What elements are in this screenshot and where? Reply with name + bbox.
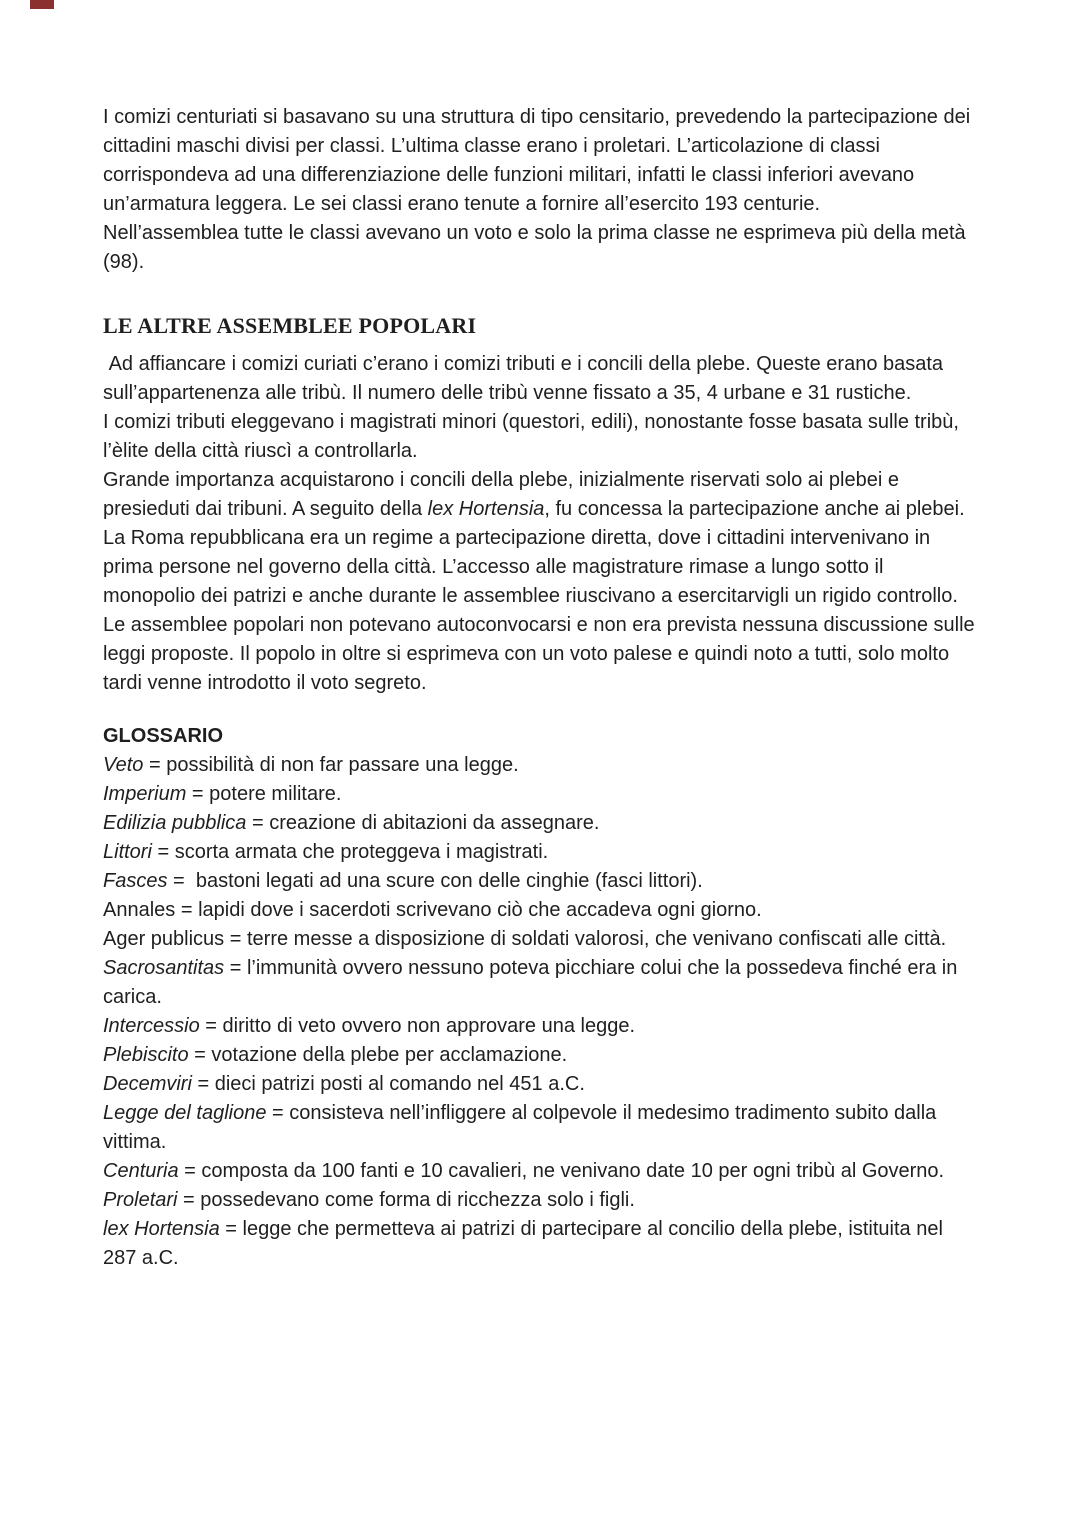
italic-term: Edilizia pubblica: [103, 812, 247, 834]
text-run: = dieci patrizi posti al comando nel 451 a.C.: [191, 1073, 585, 1095]
italic-term: Decemviri: [103, 1073, 192, 1095]
text-run: Le assemblee popolari non potevano autoconvocarsi e non era prevista nessuna discussione sulle leggi proposte. Il popolo in oltre si esprimeva con un voto palese e quindi noto a tutti, solo molto tardi venne introdotto il voto segreto.: [103, 614, 981, 694]
text-run: Nell’assemblea tutte le classi avevano un voto e solo la prima classe ne esprimeva più della metà (98).: [103, 222, 972, 273]
top-edge-artifact: [30, 0, 54, 9]
italic-term: Legge del taglione: [103, 1102, 267, 1124]
text-run: = l’immunità ovvero nessuno poteva picchiare colui che la possedeva finché era in carica.: [103, 957, 963, 1008]
text-run: = bastoni legati ad una scure con delle cinghie (fasci littori).: [167, 870, 703, 892]
italic-term: Imperium: [103, 783, 187, 805]
assemblee-popolari-limiti-paragraph: [103, 611, 981, 698]
assembly-vote-paragraph: [103, 219, 975, 277]
text-run: = votazione della plebe per acclamazione.: [188, 1044, 568, 1066]
glossary-entry-legge-del-taglione: [103, 1099, 975, 1157]
comizi-tributi-intro-paragraph: [103, 350, 975, 408]
glossary-entry-veto: [103, 751, 975, 780]
text-run: Grande importanza acquistarono i concili della plebe, inizialmente riservati solo ai plebei e presieduti dai tribuni. A seguito della: [103, 469, 905, 520]
italic-term: Veto: [103, 754, 144, 776]
text-run: , fu concessa la partecipazione anche ai plebei.: [544, 498, 965, 520]
text-run: Ager publicus = terre messe a disposizione di soldati valorosi, che venivano confiscati alle città.: [103, 928, 947, 950]
text-run: = diritto di veto ovvero non approvare una legge.: [199, 1015, 636, 1037]
glossary-entry-imperium: [103, 780, 975, 809]
spacer: [103, 340, 975, 350]
glossary-entry-ager-publicus: [103, 925, 975, 954]
glossary-entry-plebiscito: [103, 1041, 975, 1070]
glossary-entry-sacrosantitas: [103, 954, 975, 1012]
text-run: = scorta armata che proteggeva i magistrati.: [151, 841, 549, 863]
text-run: GLOSSARIO: [103, 725, 224, 747]
text-run: Annales = lapidi dove i sacerdoti scrivevano ciò che accadeva ogni giorno.: [103, 899, 762, 921]
italic-term: lex Hortensia: [427, 498, 545, 520]
section-heading-assemblee-popolari: [103, 311, 975, 340]
glossary-entry-edilizia-pubblica: [103, 809, 975, 838]
text-run: = possedevano come forma di ricchezza solo i figli.: [177, 1189, 635, 1211]
glossary-entry-intercessio: [103, 1012, 975, 1041]
italic-term: Intercessio: [103, 1015, 200, 1037]
italic-term: Fasces: [103, 870, 168, 892]
text-run: = legge che permetteva ai patrizi di partecipare al concilio della plebe, istituita nel 287 a.C.: [103, 1218, 949, 1269]
text-run: = consisteva nell’infliggere al colpevole il medesimo tradimento subito dalla vittima.: [103, 1102, 942, 1153]
italic-term: Plebiscito: [103, 1044, 189, 1066]
glossary-entry-fasces: [103, 867, 975, 896]
glossary-entry-decemviri: [103, 1070, 975, 1099]
italic-term: Centuria: [103, 1160, 179, 1182]
intro-paragraph: [103, 103, 975, 219]
roma-repubblicana-paragraph: [103, 524, 975, 611]
document-body: [103, 103, 981, 1273]
spacer: [103, 277, 975, 311]
concili-plebe-paragraph: [103, 466, 975, 524]
text-run: Ad affiancare i comizi curiati c’erano i comizi tributi e i concili della plebe. Queste erano basata sull’appartenenza alle tribù. Il numero delle tribù venne fissato a 35, 4 urbane e 31 rustiche.: [103, 353, 949, 404]
text-run: = composta da 100 fanti e 10 cavalieri, ne venivano date 10 per ogni tribù al Governo.: [178, 1160, 945, 1182]
italic-term: Sacrosantitas: [103, 957, 225, 979]
italic-term: Proletari: [103, 1189, 178, 1211]
glossary-entry-centuria: [103, 1157, 975, 1186]
italic-term: Littori: [103, 841, 152, 863]
glossary-heading: [103, 722, 975, 751]
italic-term: lex Hortensia: [103, 1218, 220, 1240]
text-run: I comizi tributi eleggevano i magistrati minori (questori, edili), nonostante fosse basata sulle tribù, l’èlite della città riuscì a controllarla.: [103, 411, 965, 462]
comizi-tributi-magistrati-paragraph: [103, 408, 975, 466]
glossary-entry-proletari: [103, 1186, 975, 1215]
text-run: = possibilità di non far passare una legge.: [143, 754, 519, 776]
text-run: = creazione di abitazioni da assegnare.: [246, 812, 600, 834]
text-run: = potere militare.: [186, 783, 342, 805]
text-run: LE ALTRE ASSEMBLEE POPOLARI: [103, 313, 477, 338]
spacer: [103, 698, 975, 722]
glossary-entry-lex-hortensia: [103, 1215, 975, 1273]
text-run: La Roma repubblicana era un regime a partecipazione diretta, dove i cittadini intervenivano in prima persone nel governo della città. L’accesso alle magistrature rimase a lungo sotto il monopolio dei patrizi e anche durante le assemblee riuscivano a esercitarvigli un rigido controllo.: [103, 527, 958, 607]
glossary-entry-annales: [103, 896, 975, 925]
text-run: I comizi centuriati si basavano su una struttura di tipo censitario, prevedendo la partecipazione dei cittadini maschi divisi per classi. L’ultima classe erano i proletari. L’articolazione di classi corrispondeva ad una differenziazione delle funzioni militari, infatti le classi inferiori avevano un’armatura leggera. Le sei classi erano tenute a fornire all’esercito 193 centurie.: [103, 106, 976, 215]
glossary-entry-littori: [103, 838, 975, 867]
